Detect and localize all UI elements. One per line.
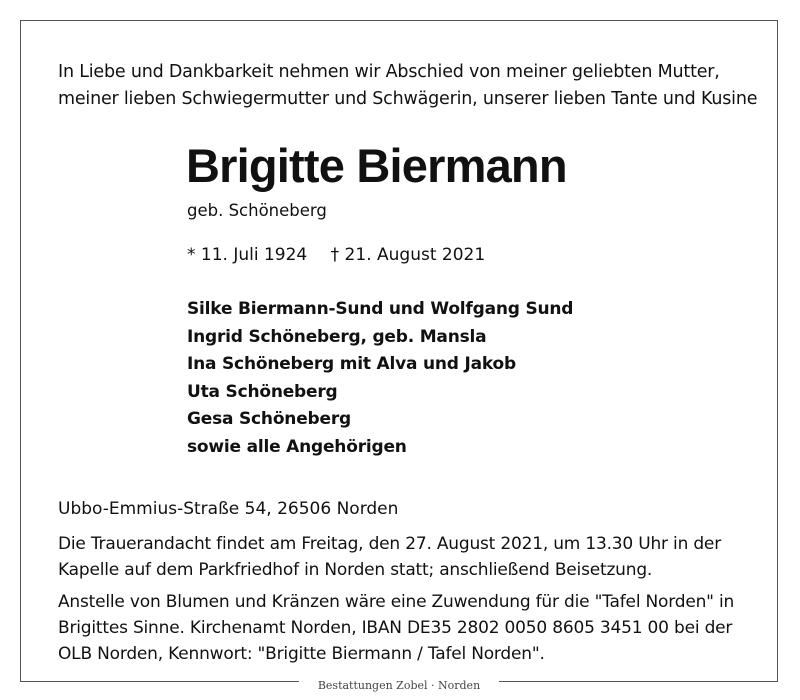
mourner-item: Silke Biermann-Sund und Wolfgang Sund bbox=[187, 299, 574, 319]
donation-line-2: Brigittes Sinne. Kirchenamt Norden, IBAN DE35 2802 0050 8605 3451 00 bei der bbox=[58, 618, 733, 638]
donation-line-3: OLB Norden, Kennwort: "Brigitte Biermann / Tafel Norden". bbox=[58, 644, 545, 664]
donation-line-1: Anstelle von Blumen und Kränzen wäre eine Zuwendung für die "Tafel Norden" in bbox=[58, 592, 735, 612]
maiden-name: geb. Schöneberg bbox=[187, 201, 327, 220]
service-line-1: Die Trauerandacht findet am Freitag, den 27. August 2021, um 13.30 Uhr in der bbox=[58, 534, 721, 554]
life-dates bbox=[187, 243, 485, 267]
mourners-list bbox=[187, 296, 573, 461]
mourner-item: Uta Schöneberg bbox=[187, 381, 338, 402]
funeral-home-credit: Bestattungen Zobel · Norden bbox=[299, 675, 499, 697]
deceased-name: Brigitte Biermann bbox=[186, 139, 567, 192]
intro-text bbox=[58, 59, 757, 113]
mourner-item: sowie alle Angehörigen bbox=[187, 436, 407, 457]
birth-date: * 11. Juli 1924 bbox=[187, 245, 308, 265]
mourner-item: Ina Schöneberg mit Alva und Jakob bbox=[187, 354, 516, 374]
mourner-item: Gesa Schöneberg bbox=[187, 409, 351, 429]
death-date: † 21. August 2021 bbox=[330, 245, 486, 265]
family-address: Ubbo-Emmius-Straße 54, 26506 Norden bbox=[58, 499, 399, 519]
mourner-item: Ingrid Schöneberg, geb. Mansla bbox=[187, 326, 487, 347]
donation-info bbox=[58, 589, 734, 667]
service-line-2: Kapelle auf dem Parkfriedhof in Norden statt; anschließend Beisetzung. bbox=[58, 560, 653, 580]
service-info bbox=[58, 531, 721, 583]
intro-line-1: In Liebe und Dankbarkeit nehmen wir Abschied von meiner geliebten Mutter, bbox=[58, 62, 720, 82]
intro-line-2: meiner lieben Schwiegermutter und Schwägerin, unserer lieben Tante und Kusine bbox=[58, 89, 758, 109]
